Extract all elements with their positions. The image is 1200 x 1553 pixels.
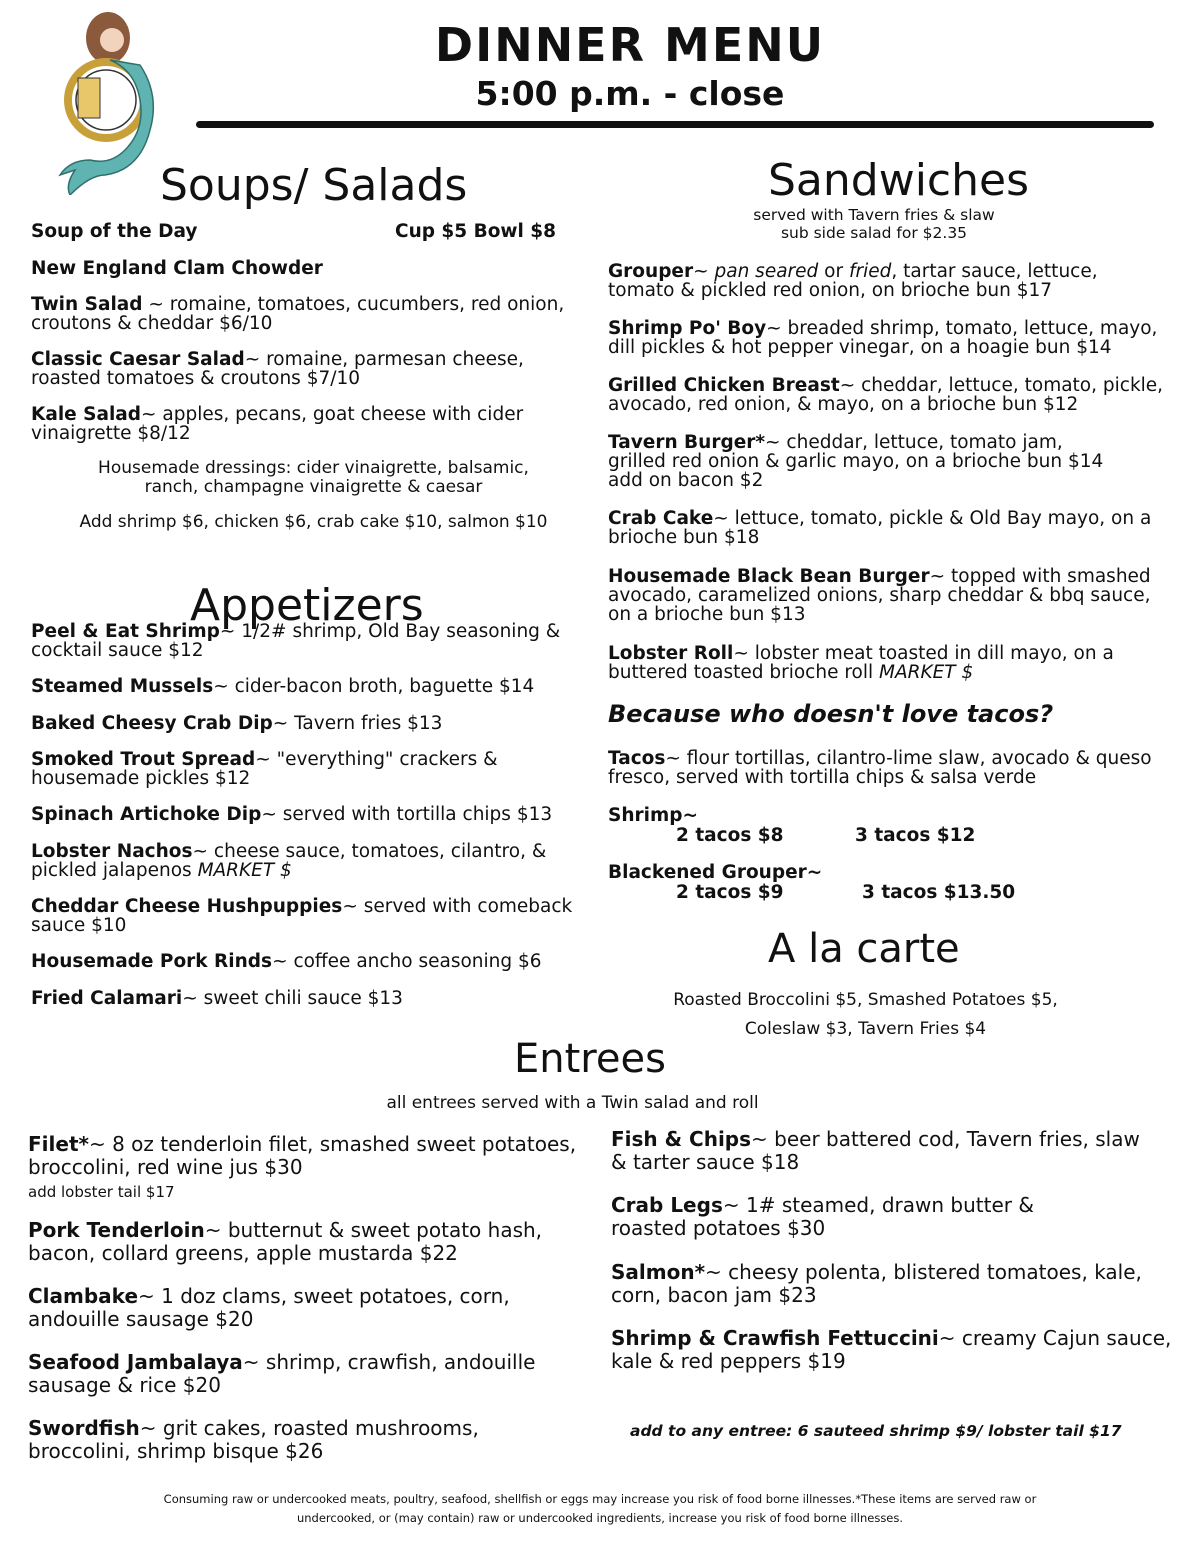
entree-item: Fish & Chips~ beer battered cod, Tavern fries, slaw & tarter sauce $18: [611, 1127, 1140, 1174]
salad-addons: Add shrimp $6, chicken $6, crab cake $10, salmon $10: [79, 512, 548, 532]
sandwich-item: Shrimp Po' Boy~ breaded shrimp, tomato, lettuce, mayo, dill pickles & hot pepper vinegar, on a hoagie bun $14: [608, 318, 1158, 358]
entree-item: Seafood Jambalaya~ shrimp, crawfish, andouille sausage & rice $20: [28, 1350, 536, 1397]
entree-item: Pork Tenderloin~ butternut & sweet potato hash, bacon, collard greens, apple mustarda $22: [28, 1218, 543, 1265]
entree-item: Salmon*~ cheesy polenta, blistered tomatoes, kale, corn, bacon jam $23: [611, 1260, 1142, 1307]
sandwich-item: Grilled Chicken Breast~ cheddar, lettuce, tomato, pickle, avocado, red onion, & mayo, on a brioche bun $12: [608, 375, 1164, 415]
taco-grouper: Blackened Grouper~: [608, 862, 823, 883]
entrees-subtitle: all entrees served with a Twin salad and roll: [386, 1093, 759, 1113]
menu-item-kale: Kale Salad~ apples, pecans, goat cheese with cider vinaigrette $8/12: [31, 404, 524, 444]
menu-item-twin-salad: Twin Salad ~ romaine, tomatoes, cucumbers, red onion, croutons & cheddar $6/10: [31, 294, 565, 334]
menu-hours: 5:00 p.m. - close: [475, 74, 785, 113]
sandwich-item: Tavern Burger*~ cheddar, lettuce, tomato jam, grilled red onion & garlic mayo, on a brioche bun $14 add on bacon $2: [608, 432, 1104, 491]
appetizer-item: Steamed Mussels~ cider-bacon broth, baguette $14: [31, 676, 535, 697]
sandwiches-heading: Sandwiches: [768, 155, 1029, 206]
appetizer-item: Baked Cheesy Crab Dip~ Tavern fries $13: [31, 713, 443, 734]
menu-item-grouper: Grouper~ pan seared or fried, tartar sauce, lettuce, tomato & pickled red onion, on brioche bun $17: [608, 261, 1098, 301]
soups-heading: Soups/ Salads: [160, 160, 468, 211]
appetizer-item: Cheddar Cheese Hushpuppies~ served with comeback sauce $10: [31, 896, 573, 936]
entree-item: Filet*~ 8 oz tenderloin filet, smashed sweet potatoes, broccolini, red wine jus $30 add lobster tail $17: [28, 1132, 577, 1201]
menu-item-lobster-roll: Lobster Roll~ lobster meat toasted in dill mayo, on a buttered toasted brioche roll MARKET $: [608, 643, 1114, 683]
menu-item-soup-of-day: Soup of the Day: [31, 221, 198, 242]
entree-addon: add to any entree: 6 sauteed shrimp $9/ lobster tail $17: [630, 1422, 1122, 1440]
entree-item: Clambake~ 1 doz clams, sweet potatoes, corn, andouille sausage $20: [28, 1284, 510, 1331]
entree-item: Swordfish~ grit cakes, roasted mushrooms, broccolini, shrimp bisque $26: [28, 1416, 479, 1463]
alacarte-items: Roasted Broccolini $5, Smashed Potatoes $5, Coleslaw $3, Tavern Fries $4: [673, 990, 1058, 1039]
appetizer-item: Fried Calamari~ sweet chili sauce $13: [31, 988, 403, 1009]
appetizer-item: Spinach Artichoke Dip~ served with tortilla chips $13: [31, 804, 553, 825]
tacos-heading: Because who doesn't love tacos?: [608, 700, 1054, 728]
menu-title: DINNER MENU: [434, 18, 826, 72]
soup-price: Cup $5 Bowl $8: [395, 221, 557, 242]
taco-shrimp-two: 2 tacos $8: [676, 825, 784, 846]
sandwiches-subtitle: served with Tavern fries & slaw sub side salad for $2.35: [753, 206, 995, 242]
appetizer-item: Peel & Eat Shrimp~ 1/2# shrimp, Old Bay seasoning & cocktail sauce $12: [31, 621, 561, 661]
header-divider: [196, 121, 1154, 128]
sandwich-item: Crab Cake~ lettuce, tomato, pickle & Old Bay mayo, on a brioche bun $18: [608, 508, 1152, 548]
alacarte-heading: A la carte: [768, 926, 960, 972]
dressings-note: Housemade dressings: cider vinaigrette, balsamic, ranch, champagne vinaigrette & caesar: [98, 458, 529, 497]
food-safety-disclaimer: Consuming raw or undercooked meats, poultry, seafood, shellfish or eggs may increase you risk of food borne illnesses.*These items are served raw or undercooked, or (may contain) raw or undercooked ingredients, increase you risk of food borne illnesses.: [163, 1492, 1037, 1525]
entree-item: Crab Legs~ 1# steamed, drawn butter & roasted potatoes $30: [611, 1193, 1034, 1240]
menu-item-tacos: Tacos~ flour tortillas, cilantro-lime slaw, avocado & queso fresco, served with tortilla chips & salsa verde: [608, 748, 1152, 788]
appetizer-item: Housemade Pork Rinds~ coffee ancho seasoning $6: [31, 951, 542, 972]
appetizers-heading: Appetizers: [190, 580, 424, 631]
sandwich-item: Housemade Black Bean Burger~ topped with smashed avocado, caramelized onions, sharp cheddar & bbq sauce, on a brioche bun $13: [608, 566, 1151, 625]
taco-grouper-three: 3 tacos $13.50: [862, 882, 1016, 903]
taco-shrimp-three: 3 tacos $12: [855, 825, 976, 846]
menu-item-clam-chowder: New England Clam Chowder: [31, 258, 323, 279]
entrees-heading: Entrees: [514, 1036, 666, 1082]
appetizer-item: Smoked Trout Spread~ "everything" crackers & housemade pickles $12: [31, 749, 498, 789]
menu-item-caesar: Classic Caesar Salad~ romaine, parmesan cheese, roasted tomatoes & croutons $7/10: [31, 349, 524, 389]
appetizer-item: Lobster Nachos~ cheese sauce, tomatoes, cilantro, & pickled jalapenos MARKET $: [31, 841, 547, 881]
taco-grouper-two: 2 tacos $9: [676, 882, 784, 903]
entree-item: Shrimp & Crawfish Fettuccini~ creamy Cajun sauce, kale & red peppers $19: [611, 1326, 1172, 1373]
taco-shrimp: Shrimp~: [608, 805, 698, 826]
